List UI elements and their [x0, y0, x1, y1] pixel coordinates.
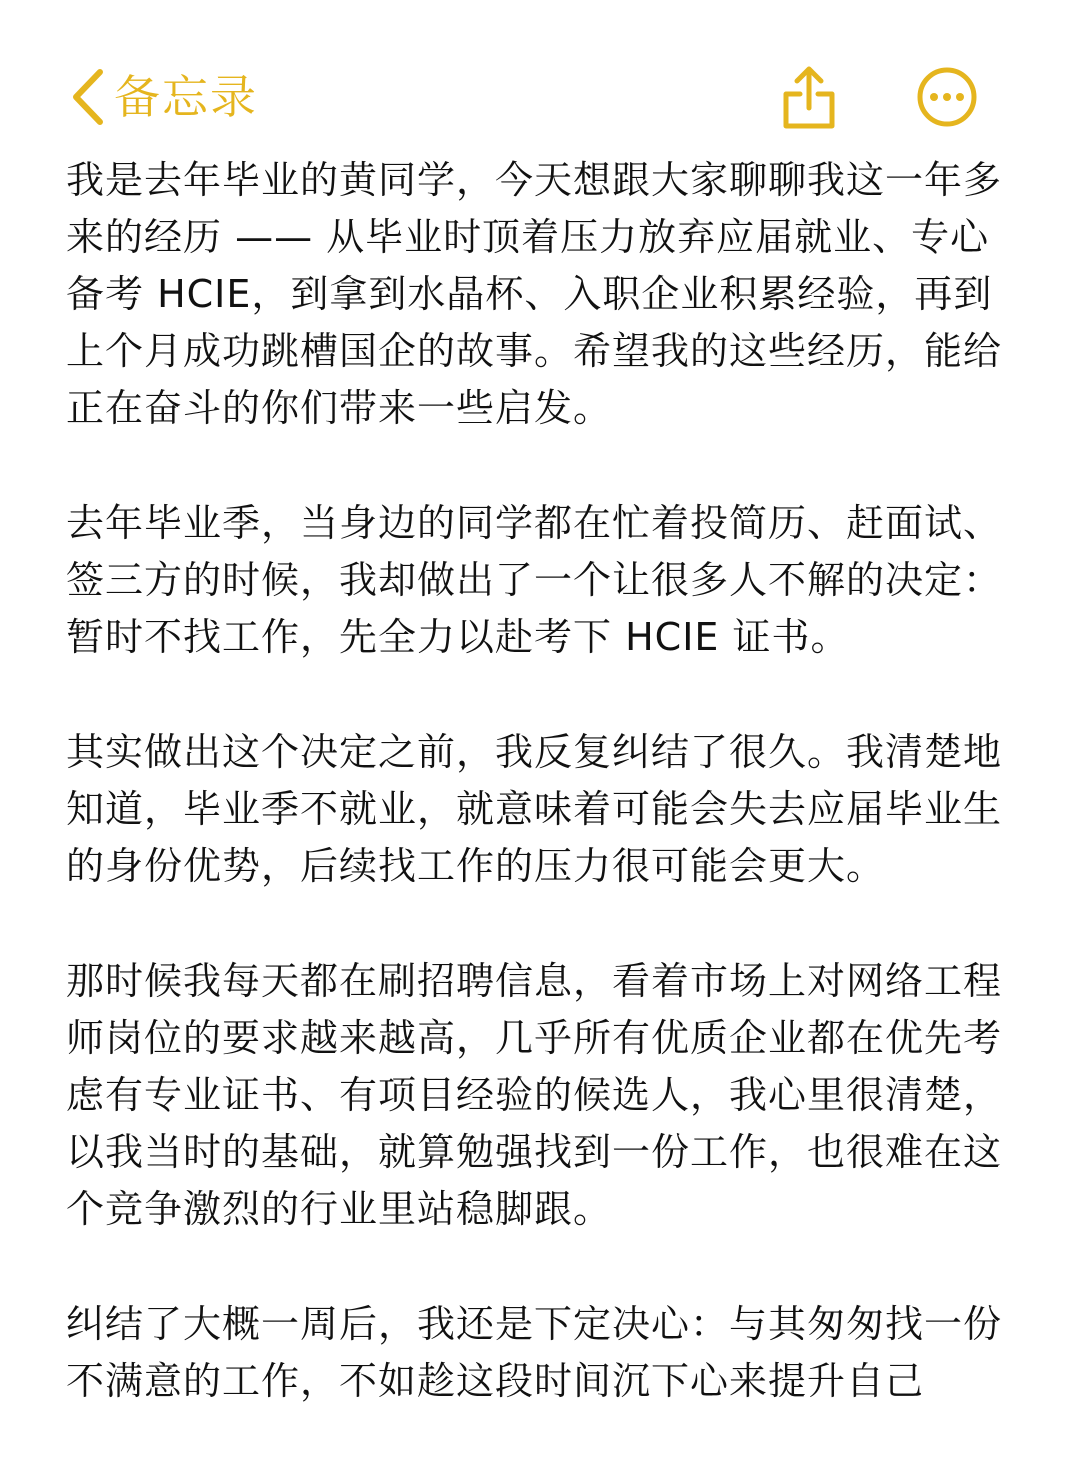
note-body[interactable]	[66, 152, 1021, 1468]
note-paragraph: 去年毕业季，当身边的同学都在忙着投简历、赶面试、签三方的时候，我却做出了一个让很多人不解的决定：暂时不找工作，先全力以赴考下 HCIE 证书。	[66, 501, 1003, 659]
note-paragraph: 我是去年毕业的黄同学，今天想跟大家聊聊我这一年多来的经历 —— 从毕业时顶着压力放弃应届就业、专心备考 HCIE，到拿到水晶杯、入职企业积累经验，再到上个月成功跳槽国企的故事。希望我的这些经历，能给正在奋斗的你们带来一些启发。	[66, 158, 1003, 430]
navigation-bar	[0, 0, 1080, 150]
back-button[interactable]	[70, 62, 258, 132]
back-button-label: 备忘录	[114, 70, 258, 124]
share-button[interactable]	[780, 64, 838, 132]
more-options-button[interactable]	[916, 66, 978, 128]
note-paragraph: 那时候我每天都在刷招聘信息，看着市场上对网络工程师岗位的要求越来越高，几乎所有优质企业都在优先考虑有专业证书、有项目经验的候选人，我心里很清楚，以我当时的基础，就算勉强找到一份工作，也很难在这个竞争激烈的行业里站稳脚跟。	[66, 959, 1003, 1231]
share-icon	[780, 117, 838, 136]
note-paragraph: 其实做出这个决定之前，我反复纠结了很久。我清楚地知道，毕业季不就业，就意味着可能会失去应届毕业生的身份优势，后续找工作的压力很可能会更大。	[66, 730, 1003, 888]
note-paragraph: 纠结了大概一周后，我还是下定决心：与其匆匆找一份不满意的工作，不如趁这段时间沉下心来提升自己	[66, 1302, 1003, 1403]
more-icon	[916, 113, 978, 132]
chevron-left-icon	[70, 68, 104, 126]
